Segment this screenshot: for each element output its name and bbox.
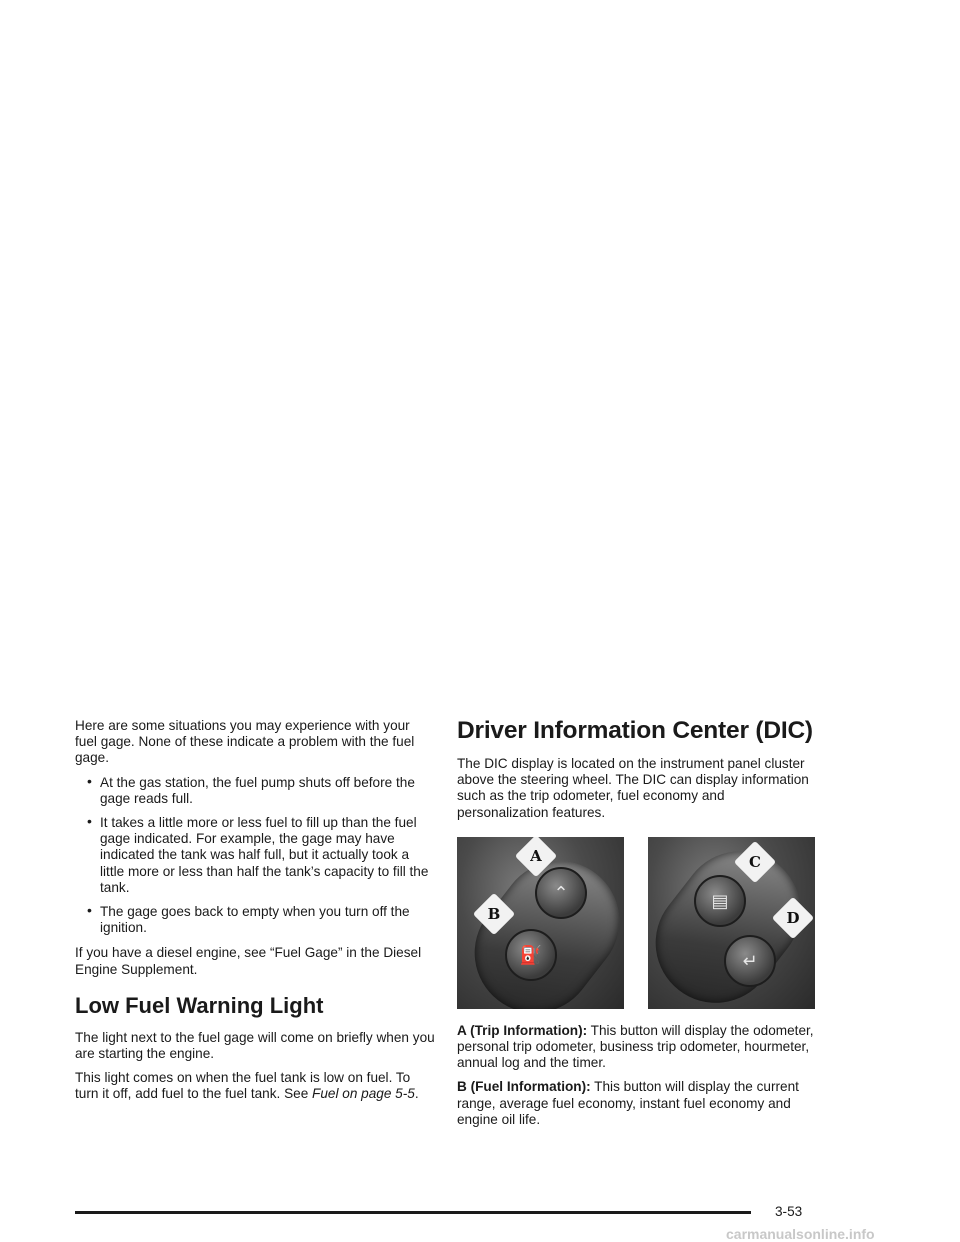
fuel-gage-situations-list (75, 772, 435, 937)
list-item (75, 815, 435, 896)
list-item-text: The gage goes back to empty when you turn off the ignition. (100, 904, 410, 936)
item-b-description (457, 1079, 817, 1128)
page-number: 3-53 (775, 1204, 803, 1219)
low-fuel-paragraph-2-end: . (414, 1086, 419, 1102)
item-a-text: This button will display the odometer, personal trip odometer, business trip odometer, hourmeter, annual log and the timer. (457, 1022, 814, 1071)
dic-buttons-figure (457, 837, 817, 1009)
label-d-tag (778, 903, 808, 933)
item-a-label: A (Trip Information): (457, 1022, 588, 1038)
label-c-tag (740, 847, 770, 877)
dic-heading: Driver Information Center (DIC) (457, 717, 813, 744)
low-fuel-paragraph-1: The light next to the fuel gage will come on briefly when you are starting the engine. (75, 1029, 435, 1062)
low-fuel-heading: Low Fuel Warning Light (75, 992, 324, 1018)
label-c: C (749, 852, 761, 871)
item-b-label: B (Fuel Information): (457, 1079, 591, 1095)
list-item-text: It takes a little more or less fuel to fill up than the fuel gage indicated. For example, the gage may have indicated the tank was half full, but it actually took a little more or less than half the tank’s capacity to fill the tank. (100, 815, 429, 895)
personalization-icon: ▤ (711, 890, 729, 911)
list-item (75, 904, 435, 936)
fuel-page-reference-link[interactable]: Fuel on page 5-5 (312, 1086, 415, 1102)
bullet-icon: • (87, 772, 92, 789)
trip-information-button (535, 867, 587, 919)
fuel-gage-intro: Here are some situations you may experience with your fuel gage. None of these indicate a problem with the fuel gage. (75, 718, 415, 766)
fuel-information-button (505, 929, 557, 981)
item-b-text: This button will display the current range, average fuel economy, instant fuel economy and engine oil life. (457, 1079, 799, 1127)
diesel-note: If you have a diesel engine, see “Fuel Gage” in the Diesel Engine Supplement. (75, 945, 422, 977)
low-fuel-paragraph-2-text: This light comes on when the fuel tank is low on fuel. To turn it off, add fuel to the fuel tank. See (75, 1070, 411, 1102)
label-b-tag (479, 899, 509, 929)
right-column (457, 718, 817, 1136)
enter-arrow-icon: ↵ (742, 950, 758, 971)
trip-odometer-icon: ⌃ (553, 882, 569, 903)
label-a: A (530, 846, 542, 865)
bullet-icon: • (87, 813, 92, 830)
list-item (75, 772, 435, 807)
low-fuel-paragraph-2 (75, 1070, 435, 1102)
dic-buttons-left-photo (457, 837, 624, 1009)
label-b: B (487, 904, 501, 923)
watermark: carmanualsonline.info (726, 1226, 875, 1242)
footer-rule (75, 1211, 751, 1214)
fuel-pump-icon: ⛽ (519, 944, 543, 965)
list-item-text: At the gas station, the fuel pump shuts off before the gage reads full. (100, 774, 415, 806)
dic-buttons-right-photo (648, 837, 815, 1009)
item-a-description (457, 1023, 817, 1072)
dic-intro: The DIC display is located on the instrument panel cluster above the steering wheel. The DIC can display information such as the trip odometer, fuel economy and personalization features. (457, 756, 809, 820)
bullet-icon: • (87, 902, 92, 919)
personalization-button (694, 875, 746, 927)
left-column (75, 718, 435, 1111)
label-a-tag (521, 841, 551, 871)
select-button (724, 935, 776, 987)
label-d: D (786, 908, 800, 927)
